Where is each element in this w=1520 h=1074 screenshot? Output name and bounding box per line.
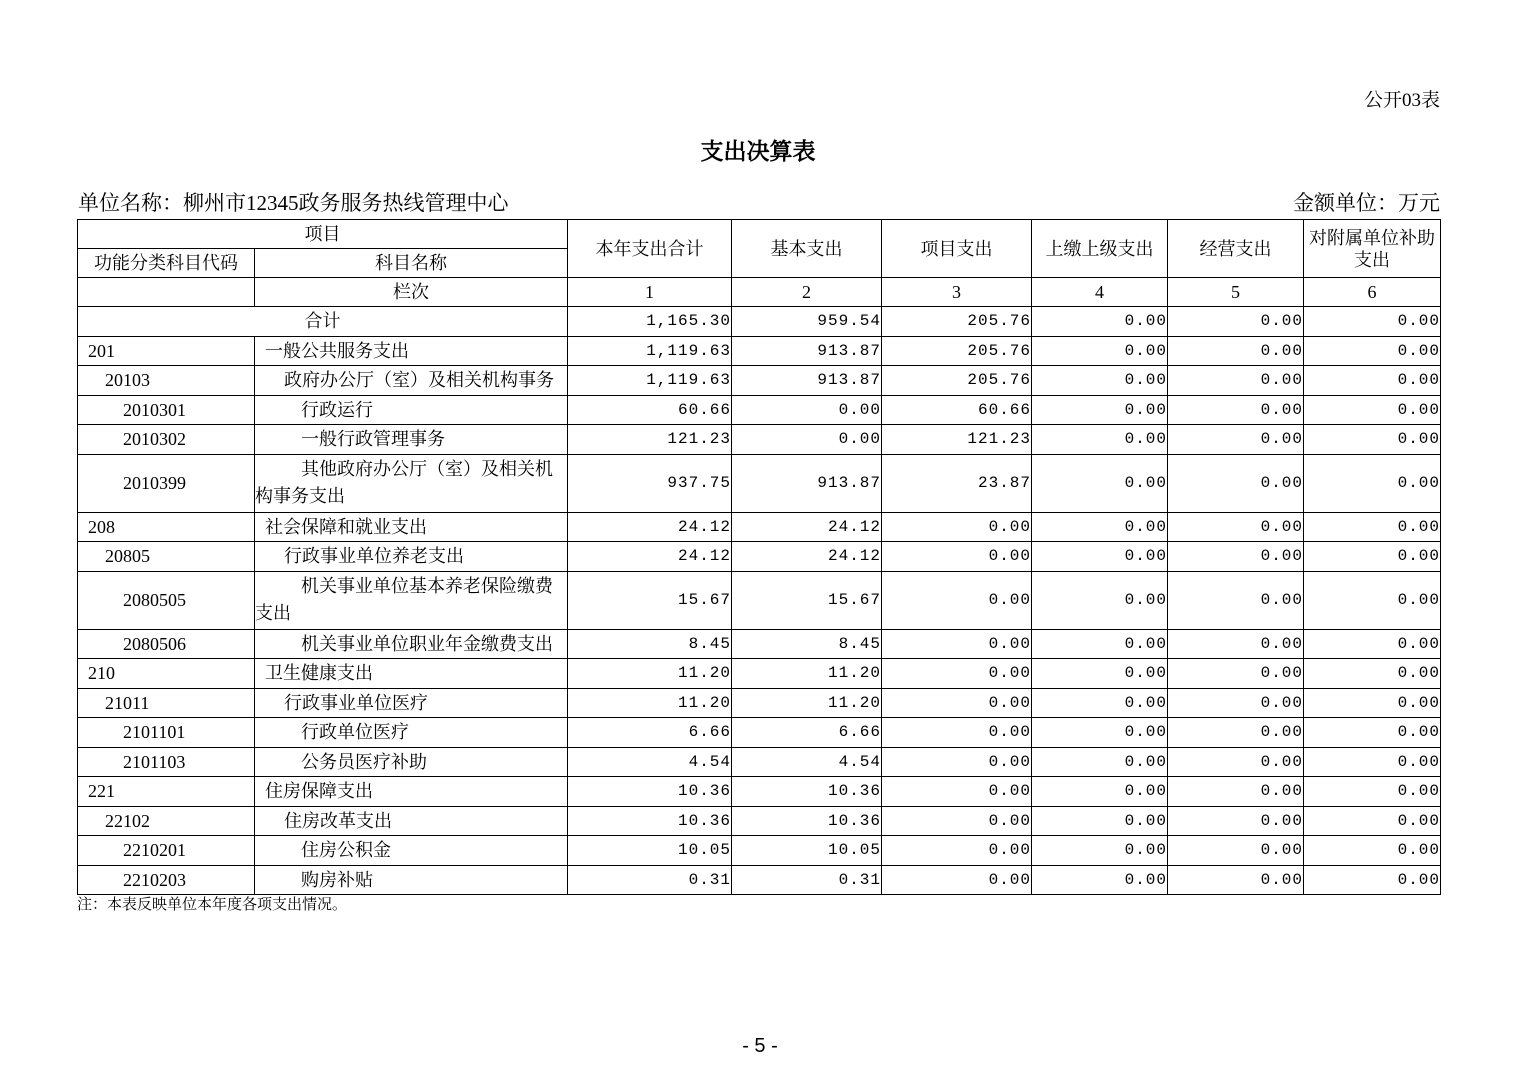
subsidy-to-affiliates-cell: 0.00	[1304, 777, 1441, 807]
operating-expenditure-cell: 0.00	[1168, 806, 1304, 836]
basic-expenditure-cell: 913.87	[732, 336, 882, 366]
page-title: 支出决算表	[700, 139, 816, 165]
total-expenditure-cell: 1,119.63	[568, 336, 732, 366]
project-expenditure-cell: 0.00	[882, 836, 1032, 866]
project-expenditure-cell: 205.76	[882, 307, 1032, 337]
basic-expenditure-cell: 0.31	[732, 865, 882, 895]
subsidy-to-affiliates-cell: 0.00	[1304, 747, 1441, 777]
operating-expenditure-cell: 0.00	[1168, 747, 1304, 777]
table-row	[78, 747, 1441, 777]
operating-expenditure-cell: 0.00	[1168, 718, 1304, 748]
subsidy-to-affiliates-cell: 0.00	[1304, 366, 1441, 396]
subject-name: 行政事业单位养老支出	[255, 542, 568, 572]
total-expenditure-cell: 10.36	[568, 777, 732, 807]
project-expenditure-cell: 0.00	[882, 777, 1032, 807]
project-expenditure-cell: 0.00	[882, 659, 1032, 689]
total-expenditure-cell: 24.12	[568, 512, 732, 542]
table-row	[78, 629, 1441, 659]
subsidy-to-affiliates-cell: 0.00	[1304, 659, 1441, 689]
subject-code: 21011	[78, 688, 255, 718]
subject-name: 政府办公厅（室）及相关机构事务	[255, 366, 568, 396]
operating-expenditure-cell: 0.00	[1168, 512, 1304, 542]
basic-expenditure-cell: 6.66	[732, 718, 882, 748]
subsidy-to-affiliates-cell: 0.00	[1304, 307, 1441, 337]
operating-expenditure-cell: 0.00	[1168, 659, 1304, 689]
subsidy-to-affiliates-cell: 0.00	[1304, 806, 1441, 836]
basic-expenditure-cell: 11.20	[732, 688, 882, 718]
basic-expenditure-cell: 913.87	[732, 366, 882, 396]
subsidy-to-affiliates-cell: 0.00	[1304, 865, 1441, 895]
operating-expenditure-cell: 0.00	[1168, 571, 1304, 629]
remit-to-superior-cell: 0.00	[1032, 395, 1168, 425]
project-expenditure-cell: 0.00	[882, 688, 1032, 718]
subject-name: 一般公共服务支出	[255, 336, 568, 366]
subject-code: 2080506	[78, 629, 255, 659]
basic-expenditure-cell: 24.12	[732, 512, 882, 542]
subject-name: 社会保障和就业支出	[255, 512, 568, 542]
subject-code: 2101103	[78, 747, 255, 777]
subject-name: 行政单位医疗	[255, 718, 568, 748]
header-row-1	[78, 220, 1441, 249]
table-row	[78, 366, 1441, 396]
subsidy-to-affiliates-cell: 0.00	[1304, 512, 1441, 542]
total-expenditure-cell: 10.36	[568, 806, 732, 836]
project-expenditure-cell: 0.00	[882, 806, 1032, 836]
project-expenditure-cell: 205.76	[882, 336, 1032, 366]
total-expenditure-cell: 121.23	[568, 425, 732, 455]
empty-cell	[78, 278, 255, 307]
total-row	[78, 307, 1441, 337]
remit-to-superior-cell: 0.00	[1032, 542, 1168, 572]
total-expenditure-cell: 4.54	[568, 747, 732, 777]
operating-expenditure-cell: 0.00	[1168, 307, 1304, 337]
basic-expenditure-cell: 0.00	[732, 395, 882, 425]
table-row	[78, 336, 1441, 366]
project-expenditure-cell: 0.00	[882, 747, 1032, 777]
subject-name: 住房公积金	[255, 836, 568, 866]
subject-code: 201	[78, 336, 255, 366]
page-number: - 5 -	[742, 1035, 778, 1057]
basic-expenditure-cell: 913.87	[732, 454, 882, 512]
subject-name: 公务员医疗补助	[255, 747, 568, 777]
subsidy-to-affiliates-cell: 0.00	[1304, 629, 1441, 659]
project-expenditure-cell: 205.76	[882, 366, 1032, 396]
operating-expenditure-cell: 0.00	[1168, 542, 1304, 572]
total-expenditure-cell: 11.20	[568, 688, 732, 718]
project-expenditure-cell: 60.66	[882, 395, 1032, 425]
table-row	[78, 806, 1441, 836]
operating-expenditure-cell: 0.00	[1168, 865, 1304, 895]
subsidy-to-affiliates-cell: 0.00	[1304, 836, 1441, 866]
table-row	[78, 454, 1441, 512]
subject-name: 住房改革支出	[255, 806, 568, 836]
subject-code: 2080505	[78, 571, 255, 629]
subject-name: 住房保障支出	[255, 777, 568, 807]
table-note: 注：本表反映单位本年度各项支出情况。	[77, 897, 348, 913]
basic-expenditure-cell: 4.54	[732, 747, 882, 777]
project-expenditure-cell: 23.87	[882, 454, 1032, 512]
subject-code: 2101101	[78, 718, 255, 748]
operating-expenditure-cell: 0.00	[1168, 395, 1304, 425]
header-remit-to-superior: 上缴上级支出	[1032, 220, 1168, 278]
header-total-expenditure: 本年支出合计	[568, 220, 732, 278]
subsidy-to-affiliates-cell: 0.00	[1304, 395, 1441, 425]
operating-expenditure-cell: 0.00	[1168, 425, 1304, 455]
subject-name: 行政运行	[255, 395, 568, 425]
header-subsidy-to-affiliates: 对附属单位补助支出	[1304, 220, 1441, 278]
subsidy-to-affiliates-cell: 0.00	[1304, 542, 1441, 572]
total-expenditure-cell: 8.45	[568, 629, 732, 659]
basic-expenditure-cell: 10.05	[732, 836, 882, 866]
unit-name-label: 单位名称：柳州市12345政务服务热线管理中心	[78, 191, 509, 215]
remit-to-superior-cell: 0.00	[1032, 307, 1168, 337]
operating-expenditure-cell: 0.00	[1168, 366, 1304, 396]
column-index-4: 4	[1032, 278, 1168, 307]
project-expenditure-cell: 0.00	[882, 571, 1032, 629]
subject-code: 221	[78, 777, 255, 807]
header-basic-expenditure: 基本支出	[732, 220, 882, 278]
remit-to-superior-cell: 0.00	[1032, 777, 1168, 807]
remit-to-superior-cell: 0.00	[1032, 512, 1168, 542]
form-code: 公开03表	[1363, 90, 1440, 111]
subject-code: 22102	[78, 806, 255, 836]
basic-expenditure-cell: 0.00	[732, 425, 882, 455]
operating-expenditure-cell: 0.00	[1168, 836, 1304, 866]
remit-to-superior-cell: 0.00	[1032, 571, 1168, 629]
subject-code: 208	[78, 512, 255, 542]
total-expenditure-cell: 15.67	[568, 571, 732, 629]
column-index-5: 5	[1168, 278, 1304, 307]
total-label: 合计	[78, 307, 568, 337]
remit-to-superior-cell: 0.00	[1032, 425, 1168, 455]
project-expenditure-cell: 0.00	[882, 629, 1032, 659]
basic-expenditure-cell: 8.45	[732, 629, 882, 659]
remit-to-superior-cell: 0.00	[1032, 836, 1168, 866]
header-item-cell: 项目	[78, 220, 568, 249]
amount-unit-label: 金额单位：万元	[1293, 191, 1440, 215]
remit-to-superior-cell: 0.00	[1032, 747, 1168, 777]
project-expenditure-cell: 0.00	[882, 542, 1032, 572]
remit-to-superior-cell: 0.00	[1032, 688, 1168, 718]
table-row	[78, 777, 1441, 807]
basic-expenditure-cell: 15.67	[732, 571, 882, 629]
table-row	[78, 395, 1441, 425]
operating-expenditure-cell: 0.00	[1168, 629, 1304, 659]
total-expenditure-cell: 0.31	[568, 865, 732, 895]
header-project-expenditure: 项目支出	[882, 220, 1032, 278]
table-row	[78, 718, 1441, 748]
project-expenditure-cell: 121.23	[882, 425, 1032, 455]
column-index-label: 栏次	[255, 278, 568, 307]
column-index-1: 1	[568, 278, 732, 307]
expenditure-table	[77, 219, 1441, 895]
subject-name: 购房补贴	[255, 865, 568, 895]
subject-code: 2010399	[78, 454, 255, 512]
subsidy-to-affiliates-cell: 0.00	[1304, 454, 1441, 512]
operating-expenditure-cell: 0.00	[1168, 777, 1304, 807]
remit-to-superior-cell: 0.00	[1032, 659, 1168, 689]
remit-to-superior-cell: 0.00	[1032, 366, 1168, 396]
remit-to-superior-cell: 0.00	[1032, 865, 1168, 895]
total-expenditure-cell: 1,165.30	[568, 307, 732, 337]
header-operating-expenditure: 经营支出	[1168, 220, 1304, 278]
subject-name: 卫生健康支出	[255, 659, 568, 689]
subsidy-to-affiliates-cell: 0.00	[1304, 571, 1441, 629]
total-expenditure-cell: 11.20	[568, 659, 732, 689]
column-index-6: 6	[1304, 278, 1441, 307]
operating-expenditure-cell: 0.00	[1168, 336, 1304, 366]
project-expenditure-cell: 0.00	[882, 512, 1032, 542]
subject-code: 20805	[78, 542, 255, 572]
table-row	[78, 571, 1441, 629]
subject-name: 一般行政管理事务	[255, 425, 568, 455]
operating-expenditure-cell: 0.00	[1168, 688, 1304, 718]
remit-to-superior-cell: 0.00	[1032, 806, 1168, 836]
basic-expenditure-cell: 10.36	[732, 806, 882, 836]
subject-name: 其他政府办公厅（室）及相关机构事务支出	[255, 454, 568, 512]
subsidy-to-affiliates-cell: 0.00	[1304, 336, 1441, 366]
basic-expenditure-cell: 959.54	[732, 307, 882, 337]
project-expenditure-cell: 0.00	[882, 718, 1032, 748]
remit-to-superior-cell: 0.00	[1032, 454, 1168, 512]
subject-code: 2010302	[78, 425, 255, 455]
column-index-row	[78, 278, 1441, 307]
table-row	[78, 659, 1441, 689]
column-index-2: 2	[732, 278, 882, 307]
total-expenditure-cell: 60.66	[568, 395, 732, 425]
basic-expenditure-cell: 24.12	[732, 542, 882, 572]
operating-expenditure-cell: 0.00	[1168, 454, 1304, 512]
subsidy-to-affiliates-cell: 0.00	[1304, 425, 1441, 455]
subject-name: 机关事业单位基本养老保险缴费支出	[255, 571, 568, 629]
remit-to-superior-cell: 0.00	[1032, 629, 1168, 659]
project-expenditure-cell: 0.00	[882, 865, 1032, 895]
table-row	[78, 865, 1441, 895]
subject-code: 210	[78, 659, 255, 689]
subject-code: 2210203	[78, 865, 255, 895]
basic-expenditure-cell: 11.20	[732, 659, 882, 689]
total-expenditure-cell: 6.66	[568, 718, 732, 748]
total-expenditure-cell: 10.05	[568, 836, 732, 866]
column-index-3: 3	[882, 278, 1032, 307]
table-row	[78, 425, 1441, 455]
table-row	[78, 542, 1441, 572]
basic-expenditure-cell: 10.36	[732, 777, 882, 807]
subject-code: 2010301	[78, 395, 255, 425]
header-name-cell: 科目名称	[255, 249, 568, 278]
total-expenditure-cell: 24.12	[568, 542, 732, 572]
remit-to-superior-cell: 0.00	[1032, 336, 1168, 366]
table-row	[78, 688, 1441, 718]
subject-code: 2210201	[78, 836, 255, 866]
subject-code: 20103	[78, 366, 255, 396]
remit-to-superior-cell: 0.00	[1032, 718, 1168, 748]
subsidy-to-affiliates-cell: 0.00	[1304, 718, 1441, 748]
subsidy-to-affiliates-cell: 0.00	[1304, 688, 1441, 718]
total-expenditure-cell: 1,119.63	[568, 366, 732, 396]
subject-name: 机关事业单位职业年金缴费支出	[255, 629, 568, 659]
table-row	[78, 836, 1441, 866]
table-row	[78, 512, 1441, 542]
subject-name: 行政事业单位医疗	[255, 688, 568, 718]
total-expenditure-cell: 937.75	[568, 454, 732, 512]
header-code-cell: 功能分类科目代码	[78, 249, 255, 278]
